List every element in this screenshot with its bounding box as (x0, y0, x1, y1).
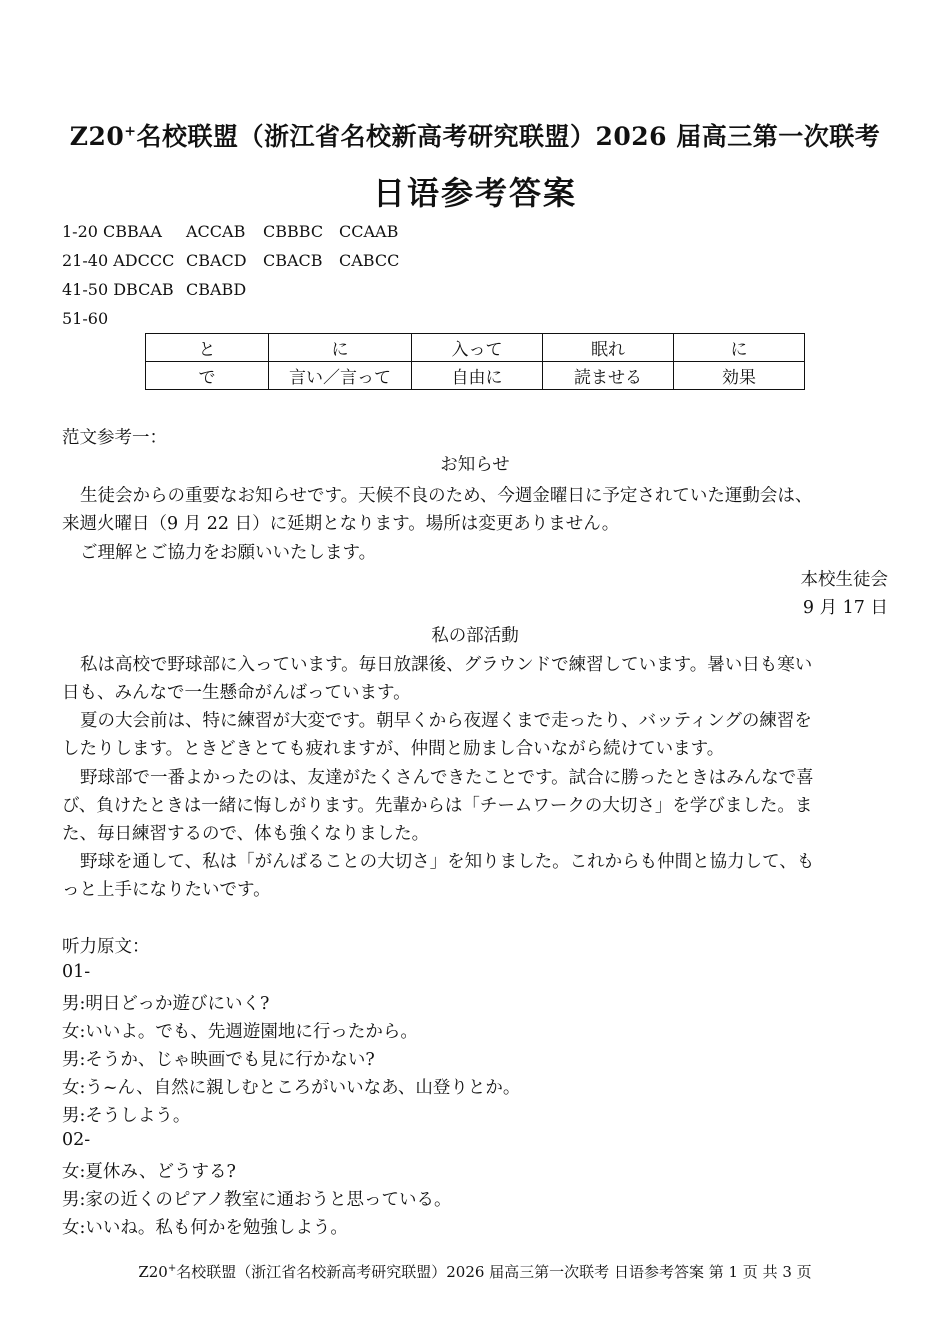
paragraph-line: 生徒会からの重要なお知らせです。天候不良のため、今週金曜日に予定されていた運動会は、 (80, 486, 813, 506)
club-essay-title: 私の部活動 (431, 626, 519, 646)
answer-label: 1-20 CBBAA (62, 222, 162, 241)
transcript-line: 女:いいよ。でも、先週遊園地に行ったから。 (62, 1022, 418, 1042)
notice-signature: 本校生徒会 (800, 570, 888, 590)
transcript-line: 女:夏休み、どうする? (62, 1162, 236, 1182)
table-cell: に (269, 334, 412, 362)
answer-row-51-60 (62, 309, 108, 328)
answer-group: ACCAB (186, 222, 246, 241)
paragraph-line: っと上手になりたいです。 (62, 880, 271, 900)
answer-label: 21-40 ADCCC (62, 251, 175, 270)
paragraph-line: び、負けたときは一緒に悔しがります。先輩からは「チームワークの大切さ」を学びました。ま (62, 796, 813, 816)
transcript-line: 男:そうか、じゃ映画でも見に行かない? (62, 1050, 375, 1070)
answer-group: CBABD (186, 280, 247, 299)
page-title: 日语参考答案 (372, 174, 577, 212)
answer-row-21-40 (62, 251, 399, 270)
essay-heading: 范文参考一： (62, 428, 167, 448)
answer-group: CBACB (263, 251, 323, 270)
transcript-line: 02- (62, 1130, 91, 1150)
listening-heading: 听力原文： (62, 937, 150, 957)
table-cell: 入って (412, 334, 543, 362)
transcript-line: 男:家の近くのピアノ教室に通おうと思っている。 (62, 1190, 452, 1210)
paragraph-line: 野球を通して、私は「がんばることの大切さ」を知りました。これからも仲間と協力して、も (80, 852, 815, 872)
notice-date: 9 月 17 日 (802, 598, 888, 618)
paragraph-line: 日も、みんなで一生懸命がんばっています。 (62, 683, 411, 703)
page-footer: Z20+名校联盟（浙江省名校新高考研究联盟）2026 届高三第一次联考 日语参考答案 第 1 页 共 3 页 (138, 1263, 812, 1281)
transcript-line: 女:いいね。私も何かを勉強しよう。 (62, 1218, 348, 1238)
transcript-line: 男:そうしよう。 (62, 1106, 191, 1126)
answer-row-1-20 (62, 222, 398, 241)
table-cell: 読ませる (543, 362, 674, 390)
paragraph-line: 私は高校で野球部に入っています。毎日放課後、グラウンドで練習しています。暑い日も寒い (80, 655, 813, 675)
table-cell: と (146, 334, 269, 362)
exam-title: Z20+名校联盟（浙江省名校新高考研究联盟）2026 届高三第一次联考 (69, 122, 881, 151)
table-cell: に (674, 334, 805, 362)
answer-group: CABCC (339, 251, 400, 270)
table-cell: 効果 (674, 362, 805, 390)
table-cell: 眠れ (543, 334, 674, 362)
transcript-line: 女:う~ん、自然に親しむところがいいなあ、山登りとか。 (62, 1078, 521, 1098)
paragraph-line: 来週火曜日（9 月 22 日）に延期となります。場所は変更ありません。 (62, 514, 620, 534)
fill-in-answer-table (145, 333, 805, 390)
paragraph-line: 夏の大会前は、特に練習が大変です。朝早くから夜遅くまで走ったり、バッティングの練習を (80, 711, 812, 731)
transcript-line: 男:明日どっか遊びにいく? (62, 994, 270, 1014)
paragraph-line: た、毎日練習するので、体も強くなりました。 (62, 824, 430, 844)
paragraph-line: 野球部で一番よかったのは、友達がたくさんできたことです。試合に勝ったときはみんなで喜 (80, 768, 814, 788)
paragraph-line: ご理解とご協力をお願いいたします。 (80, 543, 377, 563)
transcript-line: 01- (62, 962, 91, 982)
answer-label: 41-50 DBCAB (62, 280, 174, 299)
paragraph-line: したりします。ときどきとても疲れますが、仲間と励まし合いながら続けています。 (62, 739, 725, 759)
notice-title: お知らせ (440, 455, 510, 475)
answer-group: CBBBC (263, 222, 324, 241)
table-cell: で (146, 362, 269, 390)
table-cell: 言い／言って (269, 362, 412, 390)
table-cell: 自由に (412, 362, 543, 390)
table-row (146, 362, 805, 390)
answer-group: CBACD (186, 251, 247, 270)
answer-group: CCAAB (339, 222, 399, 241)
answer-row-41-50 (62, 280, 263, 299)
answer-label: 51-60 (62, 309, 109, 328)
table-row (146, 334, 805, 362)
